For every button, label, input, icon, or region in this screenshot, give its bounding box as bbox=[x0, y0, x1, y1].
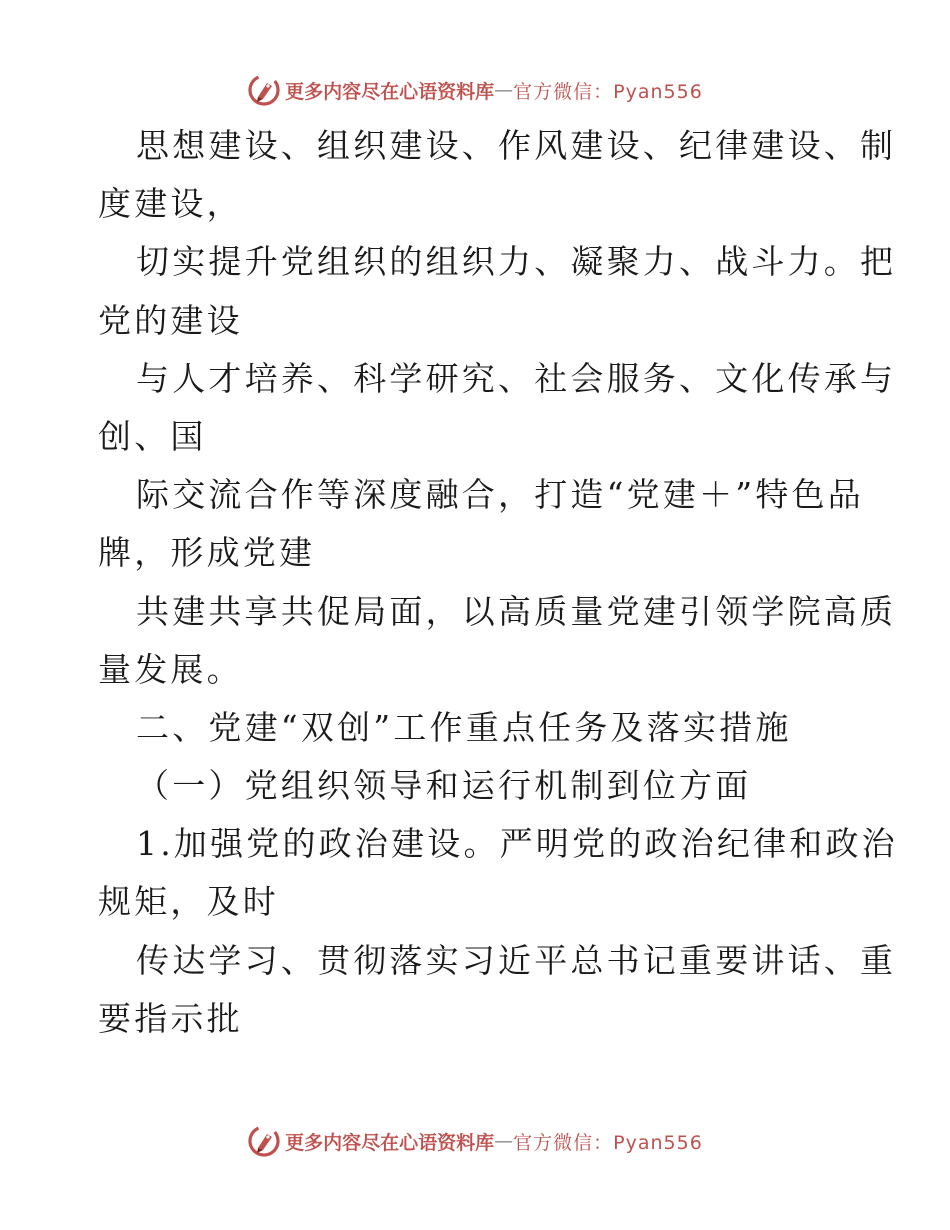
document-body bbox=[98, 117, 898, 1048]
body-line: 际交流合作等深度融合，打造“党建＋”特色品 bbox=[136, 475, 864, 515]
watermark-separator: — bbox=[494, 1130, 514, 1152]
header-watermark bbox=[0, 70, 950, 110]
body-line: 度建设， bbox=[98, 184, 243, 224]
body-line: 与人才培养、科学研究、社会服务、文化传承与 bbox=[136, 358, 897, 398]
subsection-heading: （一）党组织领导和运行机制到位方面 bbox=[136, 766, 752, 806]
watermark-contact-text: 官方微信：Pyan556 bbox=[513, 1131, 703, 1154]
watermark-brand-text: 更多内容尽在心语资料库 bbox=[285, 80, 495, 103]
body-line: 共建共享共促局面，以高质量党建引领学院高质 bbox=[136, 591, 897, 631]
body-line: 思想建设、组织建设、作风建设、纪律建设、制 bbox=[136, 126, 897, 165]
pen-nib-circle-icon bbox=[247, 1124, 281, 1158]
watermark-contact-text: 官方微信：Pyan556 bbox=[513, 80, 703, 103]
body-line: 量发展。 bbox=[98, 649, 243, 689]
body-line: 牌，形成党建 bbox=[98, 533, 316, 573]
body-line: 创、国 bbox=[98, 416, 207, 456]
watermark-brand-text: 更多内容尽在心语资料库 bbox=[285, 1131, 495, 1154]
body-line: 规矩，及时 bbox=[98, 882, 279, 922]
footer-watermark bbox=[0, 1121, 950, 1161]
body-line: 党的建设 bbox=[98, 300, 243, 340]
section-heading: 二、党建“双创”工作重点任务及落实措施 bbox=[136, 707, 792, 747]
body-line: 传达学习、贯彻落实习近平总书记重要讲话、重 bbox=[136, 940, 897, 980]
pen-nib-circle-icon bbox=[247, 73, 281, 107]
body-line: 切实提升党组织的组织力、凝聚力、战斗力。把 bbox=[136, 242, 897, 282]
body-line: 1.加强党的政治建设。严明党的政治纪律和政治 bbox=[136, 824, 898, 864]
body-line: 要指示批 bbox=[98, 998, 243, 1038]
watermark-separator: — bbox=[494, 79, 514, 101]
